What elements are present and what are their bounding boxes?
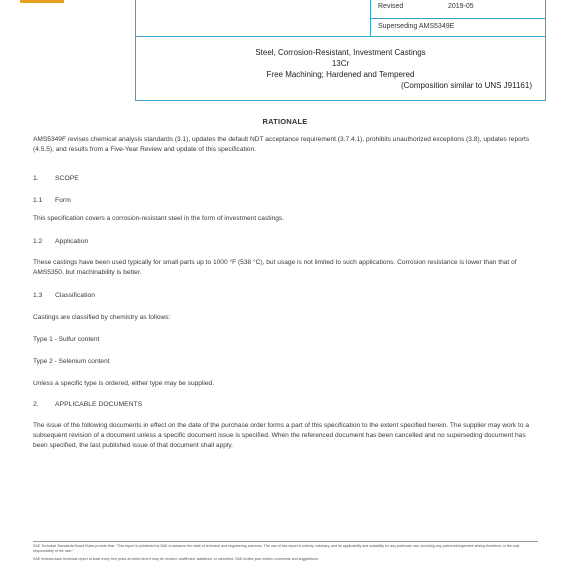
footer-line-2: SAE reviews each technical report at least every five years at which time it may be revised, reaffirmed, stabilized, or cancelled. SAE invites your written comments and suggestions. bbox=[33, 557, 319, 561]
section-applicable-text: The issue of the following documents in effect on the date of the purchase order forms a part of this specification to the extent specified herein. The supplier may work to a subsequent revision of a document unless a specific document issue is specified. When the referenced document has been cancelled and no superseding document has been specified, the last published issue of that document shall apply. bbox=[33, 422, 530, 449]
section-number: 1.3 bbox=[33, 292, 43, 299]
header-left-box bbox=[135, 0, 371, 37]
section-number: 2. bbox=[33, 401, 39, 408]
footer-line-1: SAE Technical Standards Board Rules provide that: "This report is published by SAE to advance the state of technical and engineering sciences. The use of this report is entirely voluntary, and its applicability and suitability for any particular use, including any patent infringement arising therefrom, is the sole responsibility of the user." bbox=[33, 544, 520, 553]
section-application-text: These castings have been used typically for small parts up to 1000 °F (538 °C), but usage is not limited to such applications. Corrosion resistance is lower than that of AMS5350, but machinability is better. bbox=[33, 259, 517, 276]
classification-type-1: Type 1 - Sulfur content bbox=[33, 336, 100, 343]
section-title: Classification bbox=[55, 292, 96, 299]
section-classification-heading bbox=[33, 292, 95, 299]
header-divider bbox=[370, 18, 546, 19]
title-box bbox=[135, 36, 546, 101]
section-number: 1.2 bbox=[33, 238, 43, 245]
section-title: Application bbox=[55, 238, 89, 245]
section-form-text: This specification covers a corrosion-resistant steel in the form of investment castings. bbox=[33, 215, 285, 222]
rationale-heading: RATIONALE bbox=[262, 117, 308, 126]
section-number: 1. bbox=[33, 175, 39, 182]
section-number: 1.1 bbox=[33, 197, 43, 204]
section-scope-heading bbox=[33, 175, 79, 182]
section-title: Form bbox=[55, 197, 71, 204]
classification-note: Unless a specific type is ordered, either type may be supplied. bbox=[33, 380, 215, 387]
footer-rule bbox=[33, 541, 538, 542]
title-line-2: 13Cr bbox=[331, 59, 350, 68]
title-line-3: Free Machining; Hardened and Tempered bbox=[266, 70, 415, 79]
classification-type-2: Type 2 - Selenium content bbox=[33, 358, 110, 365]
sae-logo-fragment bbox=[20, 0, 64, 3]
classification-intro: Castings are classified by chemistry as follows: bbox=[33, 314, 171, 321]
section-applicable-heading bbox=[33, 401, 142, 408]
title-line-1: Steel, Corrosion-Resistant, Investment Castings bbox=[255, 48, 426, 57]
section-title: APPLICABLE DOCUMENTS bbox=[55, 401, 143, 408]
section-form-heading bbox=[33, 197, 71, 204]
revised-date: 2019-05 bbox=[448, 3, 474, 10]
rationale-text: AMS5349F revises chemical analysis standards (3.1), updates the default NDT acceptance requirement (3.7.4.1), prohibits unauthorized exceptions (3.8), updates reports (4.5.5), and results from a Five-Year Review and update of this specification. bbox=[33, 136, 530, 153]
revised-label: Revised bbox=[378, 3, 404, 10]
section-title: SCOPE bbox=[55, 175, 79, 182]
section-application-heading bbox=[33, 238, 88, 245]
superseding-label: Superseding AMS5349E bbox=[378, 23, 455, 30]
title-composition: (Composition similar to UNS J91161) bbox=[400, 81, 532, 90]
